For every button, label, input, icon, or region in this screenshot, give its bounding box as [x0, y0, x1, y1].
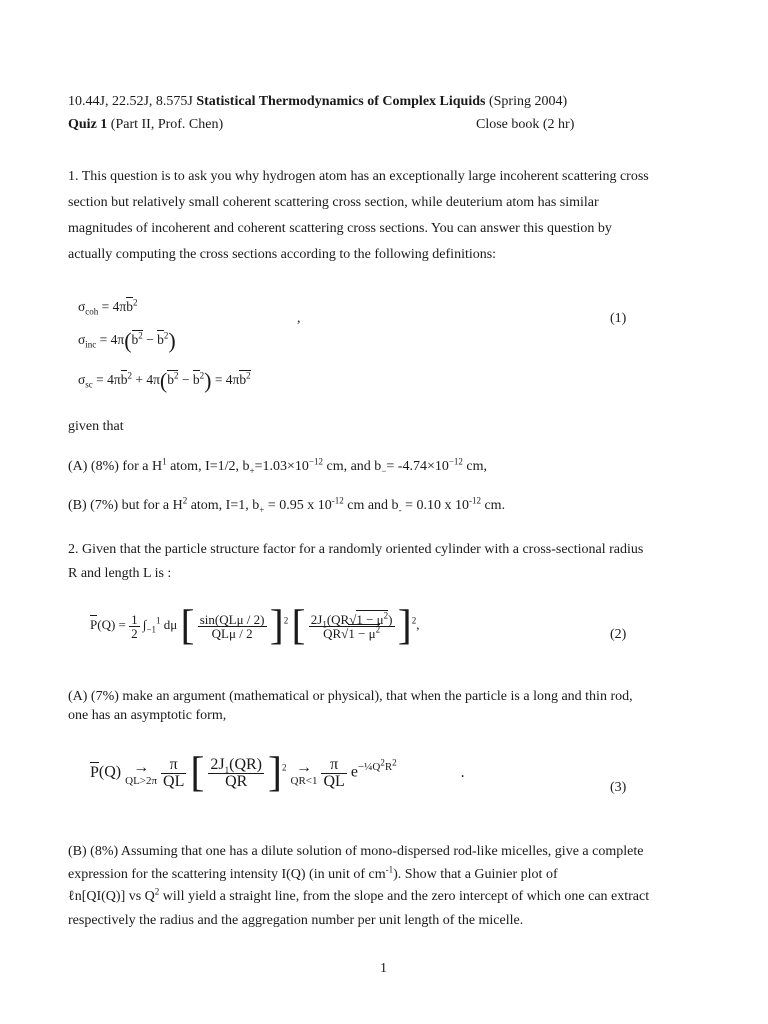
part-a-value-2: = -4.74×10 [386, 459, 449, 474]
part-a-value-1: =1.03×10 [254, 459, 309, 474]
eq-sigma-inc: $\sigma_{inc} = 4\pi(b^2 - b^2)$ [78, 328, 176, 353]
part-a-exp-1: −12 [308, 456, 323, 467]
q2-part-b-line-2 [68, 864, 558, 882]
course-term: (Spring 2004) [488, 94, 568, 109]
part-a-sub-minus: − [381, 465, 387, 476]
q2-part-b-line-3-post: will yield a straight line, from the slope and the zero intercept of which one can extract [159, 889, 650, 904]
page-number: 1 [380, 961, 387, 976]
given-that: given that [68, 419, 124, 434]
part-a-text-end: cm, [462, 459, 488, 474]
q2-part-b-line-3 [68, 886, 650, 904]
q2-part-a-line-2: one has an asymptotic form, [68, 708, 227, 723]
course-title: Statistical Thermodynamics of Complex Liquids [196, 94, 486, 109]
q2-part-b-line-2-text: expression for the scattering intensity I(Q) (in unit of cm [68, 867, 386, 882]
part-a-text-2: atom, I=1/2, b [166, 459, 250, 474]
part-a-text-3: cm, and b [322, 459, 382, 474]
part-b-value-2: = 0.10 x 10 [401, 498, 469, 513]
eq-sigma-sc: $\sigma_{sc} = 4\pi b^2 + 4\pi(b^2 - b^2) = 4\pi b^2$ [78, 368, 251, 393]
q2-part-b-line-4: respectively the radius and the aggregation number per unit length of the micelle. [68, 913, 524, 928]
part-b-value-1: = 0.95 x 10 [264, 498, 332, 513]
eq3-number: (3) [610, 780, 627, 795]
q1-line-4: actually computing the cross sections according to the following definitions: [68, 247, 497, 262]
part-b-sub-minus: - [398, 504, 402, 515]
part-b-text-2: atom, I=1, b [187, 498, 260, 513]
course-header [68, 95, 567, 109]
part-b-text-end: cm. [480, 498, 506, 513]
course-numbers: 10.44J, 22.52J, 8.575J [68, 94, 193, 109]
q2-line-2: R and length L is : [68, 566, 172, 581]
quiz-header [68, 118, 223, 132]
q1-line-3: magnitudes of incoherent and coherent scattering cross sections. You can answer this question by [68, 221, 612, 236]
q2-part-b-line-2-post: ). Show that a Guinier plot of [393, 867, 558, 882]
q2-part-b-line-3-sup: 2 [154, 886, 160, 897]
part-b-text-1: (B) (7%) but for a H [68, 498, 183, 513]
part-b-sup: 2 [182, 495, 188, 506]
part-b-exp-2: -12 [468, 495, 481, 506]
eq-asymptotic: P(Q) → QL>2π $\frac{\pi}{QL}$ [ $\frac{2J_1(QR)}{QR}$ ]$^2$ → QR<1 $\frac{\pi}{QL}$ $e^{-\frac{1}{4}Q^2R^2}$ . [90, 750, 465, 796]
part-b-text-3: cm and b [343, 498, 399, 513]
part-b-exp-1: -12 [331, 495, 344, 506]
q2-part-b-line-1: (B) (8%) Assuming that one has a dilute solution of mono-dispersed rod-like micelles, give a complete [68, 844, 644, 859]
part-a-sub-plus: + [249, 465, 255, 476]
part-b-sub-plus: + [259, 504, 265, 515]
q2-line-1: 2. Given that the particle structure factor for a randomly oriented cylinder with a cross-sectional radius [68, 542, 644, 557]
q2-part-b-line-2-sup: -1 [385, 864, 394, 875]
quiz-part: (Part II, Prof. Chen) [110, 117, 224, 132]
q1-part-b [68, 495, 506, 515]
q2-part-a-line-1: (A) (7%) make an argument (mathematical or physical), that when the particle is a long and thin rod, [68, 689, 633, 704]
eq2-number: (2) [610, 627, 627, 642]
eq-sigma-coh: $\sigma_{coh} = 4\pi b^2$ [78, 297, 138, 317]
part-a-text-1: (A) (8%) for a H [68, 459, 163, 474]
q2-part-b-line-3-text: ℓn[QI(Q)] vs Q [68, 889, 155, 904]
eq-structure-factor: P(Q) = $\frac{1}{2}$ $\int_{-1}^1$ dμ [ $\frac{\text{sin(QLμ / 2)}}{\text{QLμ / 2}}$ ]$^2$ [ $\frac{2J_1(QR√1 - \mu^2)}{QR√1 - \mu^2}$ ]$^2$, [90, 603, 420, 649]
eq1-comma: , [297, 311, 301, 326]
closed-book-note: Close book (2 hr) [476, 117, 575, 132]
q1-line-1: 1. This question is to ask you why hydrogen atom has an exceptionally large incoherent scattering cross [68, 169, 649, 184]
q1-line-2: section but relatively small coherent scattering cross section, while deuterium atom has similar [68, 195, 599, 210]
part-a-sup: 1 [162, 456, 167, 467]
quiz-title: Quiz 1 [68, 117, 108, 132]
eq1-number: (1) [610, 311, 627, 326]
q1-part-a [68, 456, 488, 476]
part-a-exp-2: −12 [448, 456, 463, 467]
